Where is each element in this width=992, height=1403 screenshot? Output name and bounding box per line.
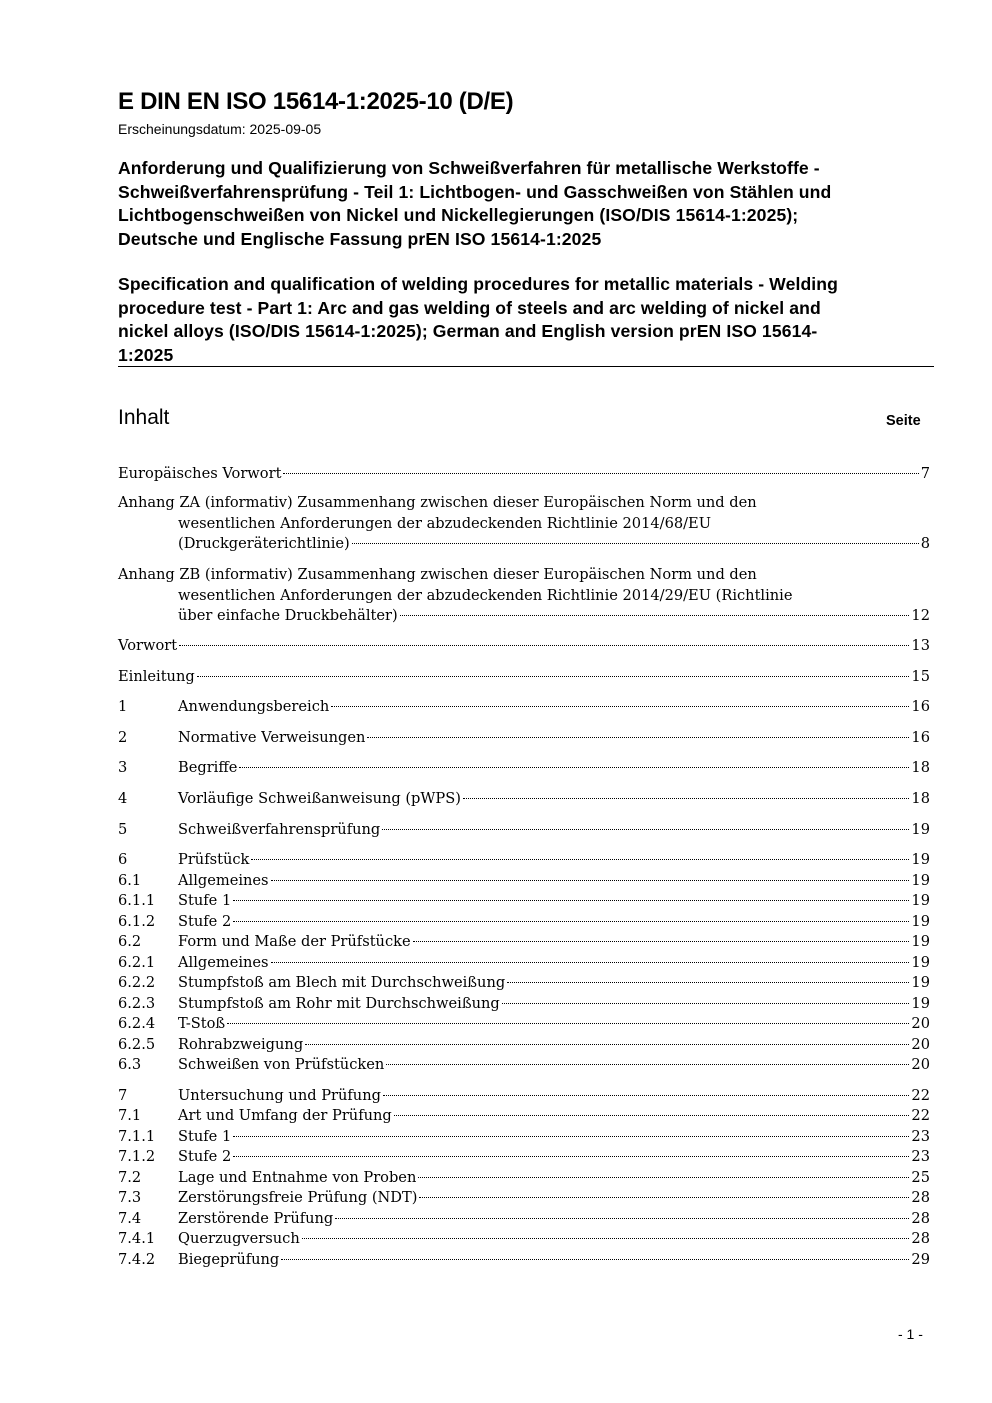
- toc-entry-number: 6.2.4: [118, 1015, 156, 1032]
- toc-entry-page: 23: [911, 1148, 930, 1165]
- toc-entry-number: 6.1.2: [118, 913, 156, 930]
- toc-entry-title: Lage und Entnahme von Proben: [178, 1169, 417, 1186]
- toc-entry-number: 6.2.2: [118, 974, 156, 991]
- toc-entry-title: Untersuchung und Prüfung: [178, 1087, 381, 1104]
- toc-entry-title: Allgemeines: [178, 954, 269, 971]
- toc-entry-title: Form und Maße der Prüfstücke: [178, 933, 411, 950]
- toc-dot-leader: [197, 676, 910, 677]
- toc-entry-title: Anhang ZA (informativ) Zusammenhang zwischen dieser Europäischen Norm und den: [118, 494, 757, 511]
- toc-dot-leader: [463, 798, 910, 799]
- toc-entry-title: Querzugversuch: [178, 1230, 300, 1247]
- toc-heading: Inhalt: [118, 406, 170, 429]
- toc-entry[interactable]: [118, 1106, 930, 1127]
- toc-entry-title: Schweißen von Prüfstücken: [178, 1056, 385, 1073]
- toc-entry[interactable]: [118, 636, 930, 657]
- title-english-line: procedure test - Part 1: Arc and gas welding of steels and arc welding of nickel and: [118, 297, 821, 318]
- toc-entry-title: Stufe 1: [178, 1128, 232, 1145]
- toc-entry-page: 29: [911, 1251, 930, 1268]
- toc-entry[interactable]: [118, 932, 930, 953]
- toc-dot-leader: [502, 1003, 910, 1004]
- toc-entry-page: 19: [911, 933, 930, 950]
- toc-entry-number: 6.2.1: [118, 954, 156, 971]
- toc-dot-leader: [283, 473, 918, 474]
- toc-entry-number: 7.1.1: [118, 1128, 156, 1145]
- toc-entry-page: 20: [911, 1056, 930, 1073]
- toc-entry-number: 1: [118, 698, 128, 715]
- toc-entry-title: Vorläufige Schweißanweisung (pWPS): [178, 790, 461, 807]
- toc-entry-page: 19: [911, 954, 930, 971]
- toc-entry-number: 6.2.5: [118, 1036, 156, 1053]
- toc-entry-title: Prüfstück: [178, 851, 250, 868]
- toc-entry-number: 2: [118, 729, 128, 746]
- toc-entry-title: Begriffe: [178, 759, 238, 776]
- toc-entry[interactable]: [118, 1086, 930, 1107]
- toc-dot-leader: [418, 1177, 909, 1178]
- toc-dot-leader: [335, 1218, 909, 1219]
- toc-dot-leader: [271, 880, 910, 881]
- toc-dot-leader: [239, 767, 909, 768]
- toc-entry-title: wesentlichen Anforderungen der abzudeckenden Richtlinie 2014/68/EU: [178, 514, 712, 532]
- toc-entry-page: 12: [911, 607, 930, 624]
- toc-entry[interactable]: [118, 973, 930, 994]
- title-german-line: Anforderung und Qualifizierung von Schweißverfahren für metallische Werkstoffe -: [118, 158, 820, 178]
- toc-entry-number: 6: [118, 851, 128, 868]
- toc-entry[interactable]: [118, 758, 930, 779]
- toc-entry-page: 16: [911, 698, 930, 715]
- toc-entry-title: Stufe 2: [178, 913, 232, 930]
- toc-dot-leader: [271, 962, 910, 963]
- toc-entry-number: 7: [118, 1087, 128, 1104]
- toc-entry-page: 15: [911, 668, 930, 685]
- toc-entry-page: 22: [911, 1107, 930, 1124]
- toc-entry[interactable]: [118, 994, 930, 1015]
- toc-entry-page: 28: [911, 1230, 930, 1247]
- toc-entry-title: Einleitung: [118, 668, 195, 685]
- toc-entry-number: 6.2: [118, 933, 142, 950]
- toc-dot-leader: [394, 1115, 910, 1116]
- toc-entry[interactable]: [118, 789, 930, 810]
- toc-dot-leader: [281, 1259, 909, 1260]
- toc-entry-title: Europäisches Vorwort: [118, 465, 282, 482]
- toc-entry[interactable]: [118, 565, 930, 627]
- toc-entry-page: 20: [911, 1015, 930, 1032]
- toc-entry[interactable]: [118, 1209, 930, 1230]
- toc-entry-page: 22: [911, 1087, 930, 1104]
- document-id: E DIN EN ISO 15614-1:2025-10 (D/E): [118, 88, 514, 115]
- toc-dot-leader: [419, 1197, 909, 1198]
- toc-entry-page: 20: [911, 1036, 930, 1053]
- toc-entry-number: 7.2: [118, 1169, 142, 1186]
- toc-dot-leader: [305, 1044, 909, 1045]
- toc-entry-title: Zerstörende Prüfung: [178, 1210, 334, 1227]
- toc-entry-title: Stufe 1: [178, 892, 232, 909]
- toc-dot-leader: [227, 1023, 909, 1024]
- toc-dot-leader: [233, 1136, 909, 1137]
- toc-entry-page: 23: [911, 1128, 930, 1145]
- title-german-line: Lichtbogenschweißen von Nickel und Nickellegierungen (ISO/DIS 15614-1:2025);: [118, 205, 799, 225]
- toc-entry[interactable]: [118, 953, 930, 974]
- toc-dot-leader: [382, 829, 909, 830]
- title-german-line: Deutsche und Englische Fassung prEN ISO 15614-1:2025: [118, 228, 602, 249]
- toc-dot-leader: [367, 737, 909, 738]
- toc-entry[interactable]: [118, 850, 930, 871]
- toc-entry-title: Rohrabzweigung: [178, 1036, 304, 1053]
- toc-entry[interactable]: [118, 871, 930, 892]
- page-number: - 1 -: [898, 1326, 923, 1342]
- toc-entry-page: 19: [911, 851, 930, 868]
- toc-entry[interactable]: [118, 493, 930, 555]
- toc-entry-page: 19: [911, 995, 930, 1012]
- toc-dot-leader: [383, 1095, 909, 1096]
- toc-entry-title: Stufe 2: [178, 1148, 232, 1165]
- toc-entry-number: 7.4: [118, 1210, 142, 1227]
- toc-entry-title: Allgemeines: [178, 872, 269, 889]
- toc-dot-leader: [331, 706, 909, 707]
- toc-dot-leader: [302, 1238, 910, 1239]
- toc-entry[interactable]: [118, 820, 930, 841]
- toc-entry-title: (Druckgeräterichtlinie): [178, 535, 350, 552]
- toc-entry[interactable]: [118, 1147, 930, 1168]
- toc-entry[interactable]: [118, 667, 930, 688]
- toc-entry-number: 7.1: [118, 1107, 142, 1124]
- toc-dot-leader: [179, 645, 909, 646]
- toc-dot-leader: [400, 615, 910, 616]
- toc-dot-leader: [413, 941, 910, 942]
- toc-entry-title: Normative Verweisungen: [178, 729, 366, 746]
- toc-entry-title: Vorwort: [118, 637, 178, 654]
- toc-entry[interactable]: [118, 1168, 930, 1189]
- toc-entry-number: 6.2.3: [118, 995, 156, 1012]
- title-english-line: nickel alloys (ISO/DIS 15614-1:2025); German and English version prEN ISO 15614-: [118, 321, 818, 341]
- toc-entry-number: 4: [118, 790, 128, 807]
- toc-entry[interactable]: [118, 1188, 930, 1209]
- toc-entry-number: 6.1: [118, 872, 142, 889]
- toc-entry-page: 8: [920, 535, 930, 552]
- title-german: [118, 157, 938, 251]
- toc-entry-title: Stumpfstoß am Rohr mit Durchschweißung: [178, 995, 500, 1012]
- toc-entry[interactable]: [118, 728, 930, 749]
- toc-dot-leader: [352, 543, 919, 544]
- toc-dot-leader: [233, 921, 909, 922]
- toc-entry[interactable]: [118, 1055, 930, 1076]
- title-german-line: Schweißverfahrensprüfung - Teil 1: Lichtbogen- und Gasschweißen von Stählen und: [118, 181, 832, 202]
- toc-entry-page: 28: [911, 1189, 930, 1206]
- toc-entry[interactable]: [118, 1229, 930, 1250]
- toc-entry-number: 7.4.2: [118, 1251, 156, 1268]
- toc-entry-title: über einfache Druckbehälter): [178, 607, 398, 624]
- toc-entry-title: T-Stoß: [178, 1015, 226, 1032]
- toc-entry-title: Schweißverfahrensprüfung: [178, 821, 381, 838]
- toc-entry-page: 13: [911, 637, 930, 654]
- publication-date: Erscheinungsdatum: 2025-09-05: [118, 121, 322, 137]
- title-english-line: 1:2025: [118, 344, 174, 365]
- toc-entry-title: Anwendungsbereich: [178, 698, 330, 715]
- toc-dot-leader: [507, 982, 909, 983]
- toc-entry-title: Anhang ZB (informativ) Zusammenhang zwischen dieser Europäischen Norm und den: [118, 566, 757, 583]
- toc-entry[interactable]: [118, 1014, 930, 1035]
- title-divider: [118, 366, 934, 367]
- toc-entry[interactable]: [118, 912, 930, 933]
- title-english-line: Specification and qualification of welding procedures for metallic materials - Welding: [118, 274, 838, 294]
- toc-entry-page: 16: [911, 729, 930, 746]
- toc-entry-title: Zerstörungsfreie Prüfung (NDT): [178, 1189, 418, 1206]
- toc-dot-leader: [386, 1064, 909, 1065]
- toc-entry-page: 25: [911, 1169, 930, 1186]
- toc-entry-number: 5: [118, 821, 128, 838]
- toc-dot-leader: [233, 900, 909, 901]
- toc-entry-title: wesentlichen Anforderungen der abzudeckenden Richtlinie 2014/29/EU (Richtlinie: [178, 586, 793, 604]
- toc-entry-page: 28: [911, 1210, 930, 1227]
- toc-entry[interactable]: [118, 1250, 930, 1271]
- toc-entry-page: 7: [920, 465, 930, 482]
- toc-entry-number: 6.3: [118, 1056, 142, 1073]
- toc-entry-page: 19: [911, 892, 930, 909]
- toc-dot-leader: [233, 1156, 909, 1157]
- toc-entry-page: 19: [911, 872, 930, 889]
- toc-entry-page: 19: [911, 821, 930, 838]
- toc-entry[interactable]: [118, 697, 930, 718]
- toc-entry-number: 7.4.1: [118, 1230, 156, 1247]
- toc-entry[interactable]: [118, 464, 930, 485]
- toc-entry-page: 18: [911, 759, 930, 776]
- title-english: [118, 273, 938, 367]
- toc-entry-title: Stumpfstoß am Blech mit Durchschweißung: [178, 974, 506, 991]
- toc-entry-title: Biegeprüfung: [178, 1251, 280, 1268]
- toc-entry-number: 7.1.2: [118, 1148, 156, 1165]
- toc-entry[interactable]: [118, 1035, 930, 1056]
- toc-entry[interactable]: [118, 891, 930, 912]
- toc-entry-number: 3: [118, 759, 128, 776]
- toc-entry-page: 18: [911, 790, 930, 807]
- toc-entry-page: 19: [911, 974, 930, 991]
- toc-entry[interactable]: [118, 1127, 930, 1148]
- toc-entry-number: 6.1.1: [118, 892, 156, 909]
- toc-entry-number: 7.3: [118, 1189, 142, 1206]
- toc-dot-leader: [251, 859, 909, 860]
- toc-entry-title: Art und Umfang der Prüfung: [178, 1107, 392, 1124]
- toc-entry-page: 19: [911, 913, 930, 930]
- toc-page-column-label: Seite: [886, 413, 921, 429]
